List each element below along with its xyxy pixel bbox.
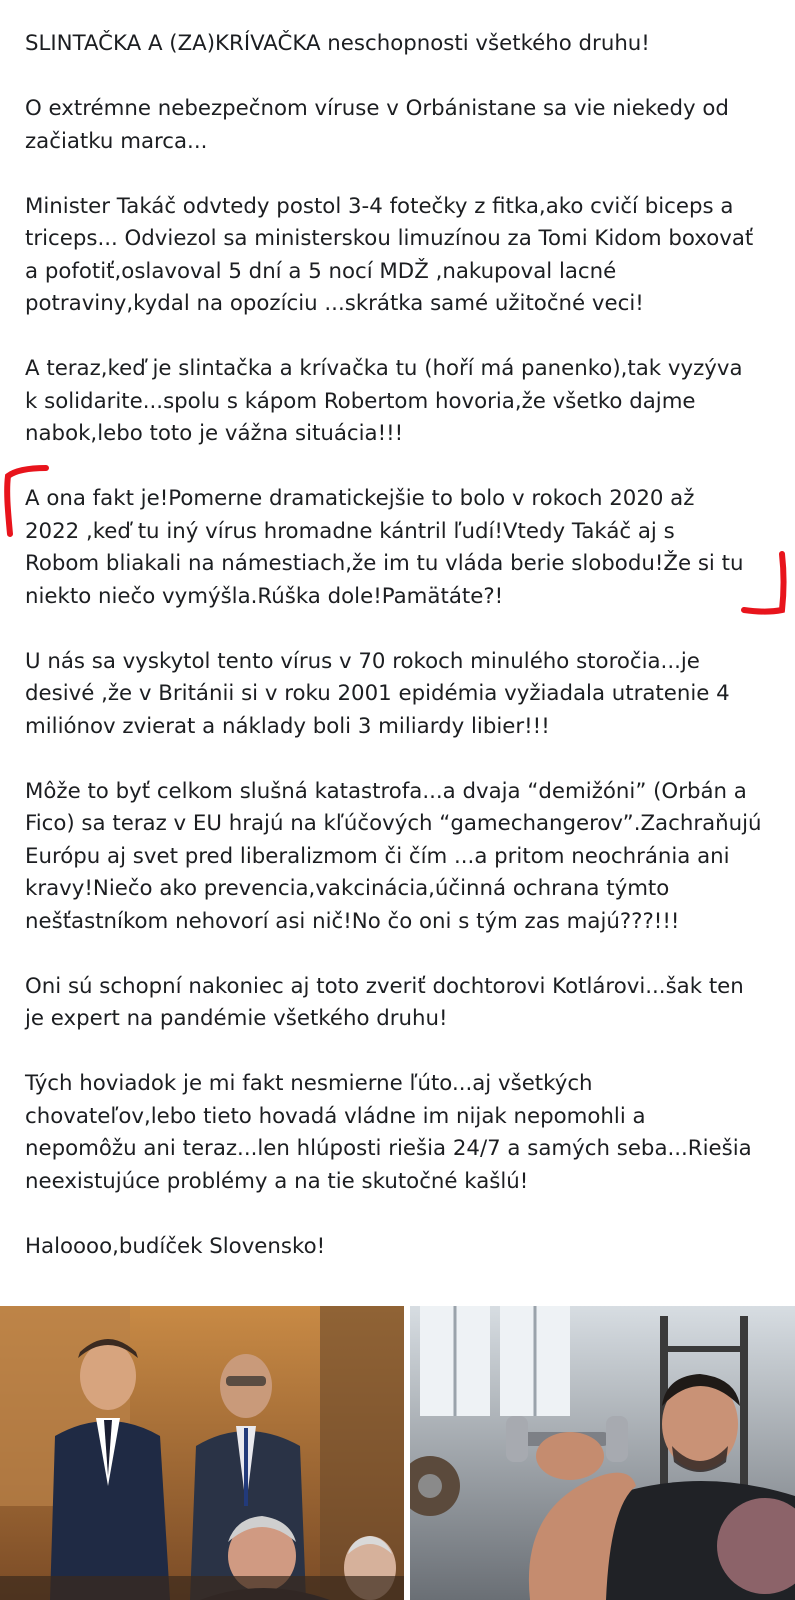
post-body (25, 28, 790, 1296)
post-paragraph: O extrémne nebezpečnom víruse v Orbánistane sa vie niekedy od začiatku marca... (25, 96, 729, 154)
post-paragraph: SLINTAČKA A (ZA)KRÍVAČKA neschopnosti všetkého druhu! (25, 31, 650, 56)
post-paragraph-highlighted: A ona fakt je!Pomerne dramatickejšie to bolo v rokoch 2020 až 2022 ,keď tu iný vírus hromadne kántril ľudí!Vtedy Takáč aj s Robom bliakali na námestiach,že im tu vláda berie slobodu!Že si tu niekto niečo vymýšla.Rúška dole!Pamätáte?! (25, 486, 744, 609)
post-paragraph: Minister Takáč odvtedy postol 3-4 fotečky z fitka,ako cvičí biceps a triceps... Odviezol sa ministerskou limuzínou za Tomi Kidom boxovať a pofotiť,oslavoval 5 dní a 5 nocí MDŽ ,nakupoval lacné potraviny,kydal na opozíciu ...skrátka samé užitočné veci! (25, 193, 754, 316)
photo-grid[interactable] (0, 1306, 795, 1600)
post-paragraph: A teraz,keď je slintačka a krívačka tu (hoří má panenko),tak vyzýva k solidarite...spolu s kápom Robertom hovoria,že všetko dajme nabok,lebo toto je vážna situácia!!! (25, 356, 743, 446)
meeting-photo-image (0, 1306, 404, 1600)
post-paragraph: U nás sa vyskytol tento vírus v 70 rokoch minulého storočia...je desivé ,že v Británii si v roku 2001 epidémia vyžiadala utratenie 4 miliónov zvierat a náklady boli 3 miliardy libier!!! (25, 648, 730, 739)
gym-photo-image (410, 1306, 795, 1600)
post-paragraph: Môže to byť celkom slušná katastrofa...a dvaja “demižóni” (Orbán a Fico) sa teraz v EU hrajú na kľúčových “gamechangerov”.Zachraňujú Európu aj svet pred liberalizmom či čím ...a pritom neochránia ani kravy!Niečo ako prevencia,vakcinácia,účinná ochrana týmto nešťastníkom nehovorí asi nič!No čo oni s tým zas majú???!!! (25, 778, 762, 934)
post-paragraph: Haloooo,budíček Slovensko! (25, 1233, 326, 1259)
gym-photo[interactable] (410, 1306, 795, 1600)
post-paragraph: Oni sú schopní nakoniec aj toto zveriť dochtorovi Kotlárovi...šak ten je expert na pandémie všetkého druhu! (25, 973, 744, 1031)
meeting-photo[interactable] (0, 1306, 404, 1600)
post-paragraph: Tých hoviadok je mi fakt nesmierne ľúto...aj všetkých chovateľov,lebo tieto hovadá vládne im nijak nepomohli a nepomôžu ani teraz...len hlúposti riešia 24/7 a samých seba...Riešia neexistujúce problémy a na tie skutočné kašlú! (25, 1071, 752, 1194)
